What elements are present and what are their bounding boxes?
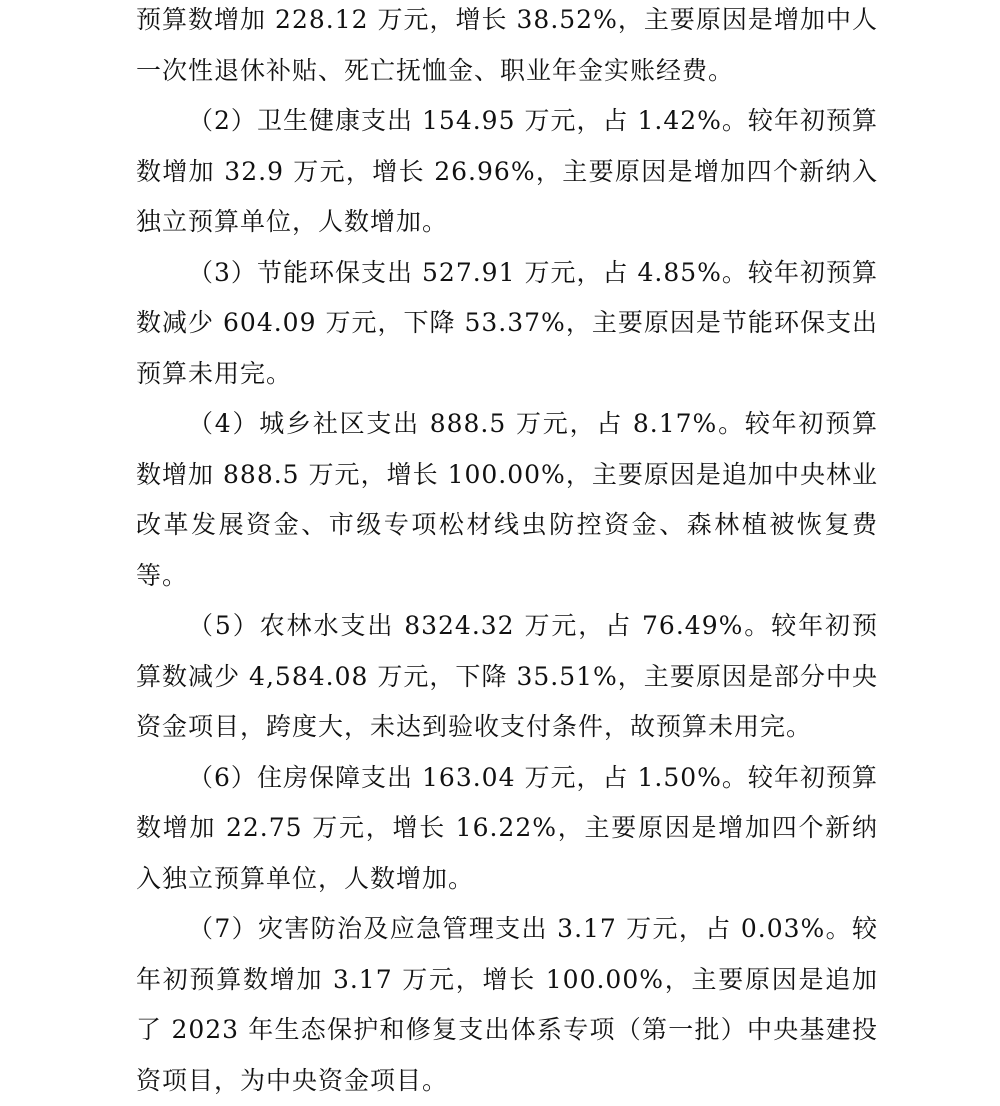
paragraph-agriculture-expenditure: （5）农林水支出 8324.32 万元，占 76.49%。较年初预算数减少 4,584.08 万元，下降 35.51%，主要原因是部分中央资金项目，跨度大，未达到验收支付条件，故预算未用完。: [136, 611, 878, 741]
paragraph-continuation: 预算数增加 228.12 万元，增长 38.52%，主要原因是增加中人一次性退休补贴、死亡抚恤金、职业年金实账经费。: [136, 5, 878, 85]
paragraph-urban-rural-expenditure: （4）城乡社区支出 888.5 万元，占 8.17%。较年初预算数增加 888.5 万元，增长 100.00%，主要原因是追加中央林业改革发展资金、市级专项松材线虫防控资金、森林植被恢复费等。: [136, 409, 878, 590]
paragraph-housing-expenditure: （6）住房保障支出 163.04 万元，占 1.50%。较年初预算数增加 22.75 万元，增长 16.22%，主要原因是增加四个新纳入独立预算单位，人数增加。: [136, 762, 878, 893]
paragraph-health-expenditure: （2）卫生健康支出 154.95 万元，占 1.42%。较年初预算数增加 32.9 万元，增长 26.96%，主要原因是增加四个新纳入独立预算单位，人数增加。: [136, 106, 878, 236]
paragraph-environmental-expenditure: （3）节能环保支出 527.91 万元，占 4.85%。较年初预算数减少 604.09 万元，下降 53.37%，主要原因是节能环保支出预算未用完。: [136, 257, 878, 388]
paragraph-disaster-expenditure: （7）灾害防治及应急管理支出 3.17 万元，占 0.03%。较年初预算数增加 3.17 万元，增长 100.00%，主要原因是追加了 2023 年生态保护和修复支出体系专项（第一批）中央基建投资项目，为中央资金项目。: [136, 914, 878, 1095]
